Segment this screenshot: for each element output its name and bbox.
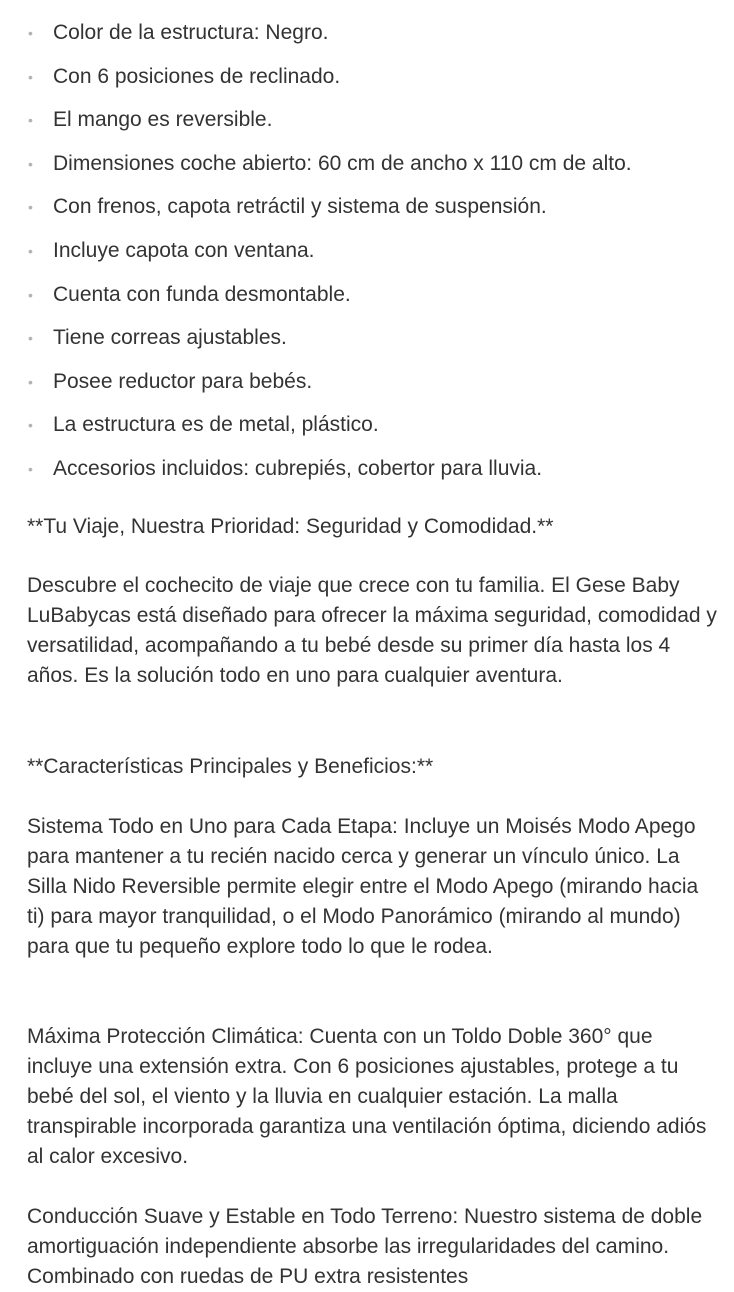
feature-text: La estructura es de metal, plástico. <box>53 413 379 437</box>
bullet-icon: • <box>28 417 33 434</box>
intro-paragraph: Descubre el cochecito de viaje que crece con tu familia. El Gese Baby LuBabycas está diseñado para ofrecer la máxima seguridad, comodidad y versatilidad, acompañando a tu bebé desde su primer día hasta los 4 años. Es la solución todo en uno para cualquier aventura. <box>27 574 717 687</box>
feature-text: Tiene correas ajustables. <box>53 326 287 350</box>
paragraph-all-in-one: Sistema Todo en Uno para Cada Etapa: Incluye un Moisés Modo Apego para mantener a tu recién nacido cerca y generar un vínculo único. La Silla Nido Reversible permite elegir entre el Modo Apego (mirando hacia ti) para mayor tranquilidad, o el Modo Panorámico (mirando al mundo) para que tu pequeño explore todo lo que le rodea. <box>27 815 699 958</box>
list-item <box>27 55 632 99</box>
bullet-icon: • <box>28 286 33 303</box>
list-item <box>27 273 632 317</box>
bullet-icon: • <box>28 199 33 216</box>
feature-text: Incluye capota con ventana. <box>53 238 315 262</box>
feature-text: Cuenta con funda desmontable. <box>53 282 351 306</box>
feature-text: Accesorios incluidos: cubrepiés, cobertor para lluvia. <box>53 456 543 480</box>
section-heading-features: **Características Principales y Beneficios:** <box>27 755 434 778</box>
bullet-icon: • <box>28 460 33 477</box>
list-item <box>27 142 632 186</box>
bullet-icon: • <box>28 68 33 85</box>
bullet-icon: • <box>28 155 33 172</box>
list-item <box>27 98 632 142</box>
list-item <box>27 229 632 273</box>
list-item <box>27 185 632 229</box>
paragraph-climate-protection: Máxima Protección Climática: Cuenta con un Toldo Doble 360° que incluye una extensión extra. Con 6 posiciones ajustables, protege a tu bebé del sol, el viento y la lluvia en cualquier estación. La malla transpirable incorporada garantiza una ventilación óptima, diciendo adiós al calor excesivo. <box>27 1025 707 1168</box>
feature-list <box>27 11 632 491</box>
bullet-icon: • <box>28 25 33 41</box>
list-item <box>27 11 632 55</box>
feature-text: Color de la estructura: Negro. <box>53 21 329 44</box>
feature-text: El mango es reversible. <box>53 108 273 132</box>
feature-text: Con frenos, capota retráctil y sistema de suspensión. <box>53 195 547 219</box>
list-item <box>27 360 632 404</box>
bullet-icon: • <box>28 112 33 129</box>
section-heading-priority: **Tu Viaje, Nuestra Prioridad: Seguridad y Comodidad.** <box>27 515 554 538</box>
list-item <box>27 403 632 447</box>
feature-text: Con 6 posiciones de reclinado. <box>53 64 341 88</box>
list-item <box>27 316 632 360</box>
bullet-icon: • <box>28 373 33 390</box>
bullet-icon: • <box>28 242 33 259</box>
list-item <box>27 447 632 491</box>
bullet-icon: • <box>28 330 33 347</box>
feature-text: Posee reductor para bebés. <box>53 369 313 393</box>
paragraph-smooth-ride: Conducción Suave y Estable en Todo Terreno: Nuestro sistema de doble amortiguación independiente absorbe las irregularidades del camino. Combinado con ruedas de PU extra resistentes <box>27 1205 703 1288</box>
feature-text: Dimensiones coche abierto: 60 cm de ancho x 110 cm de alto. <box>53 151 632 175</box>
